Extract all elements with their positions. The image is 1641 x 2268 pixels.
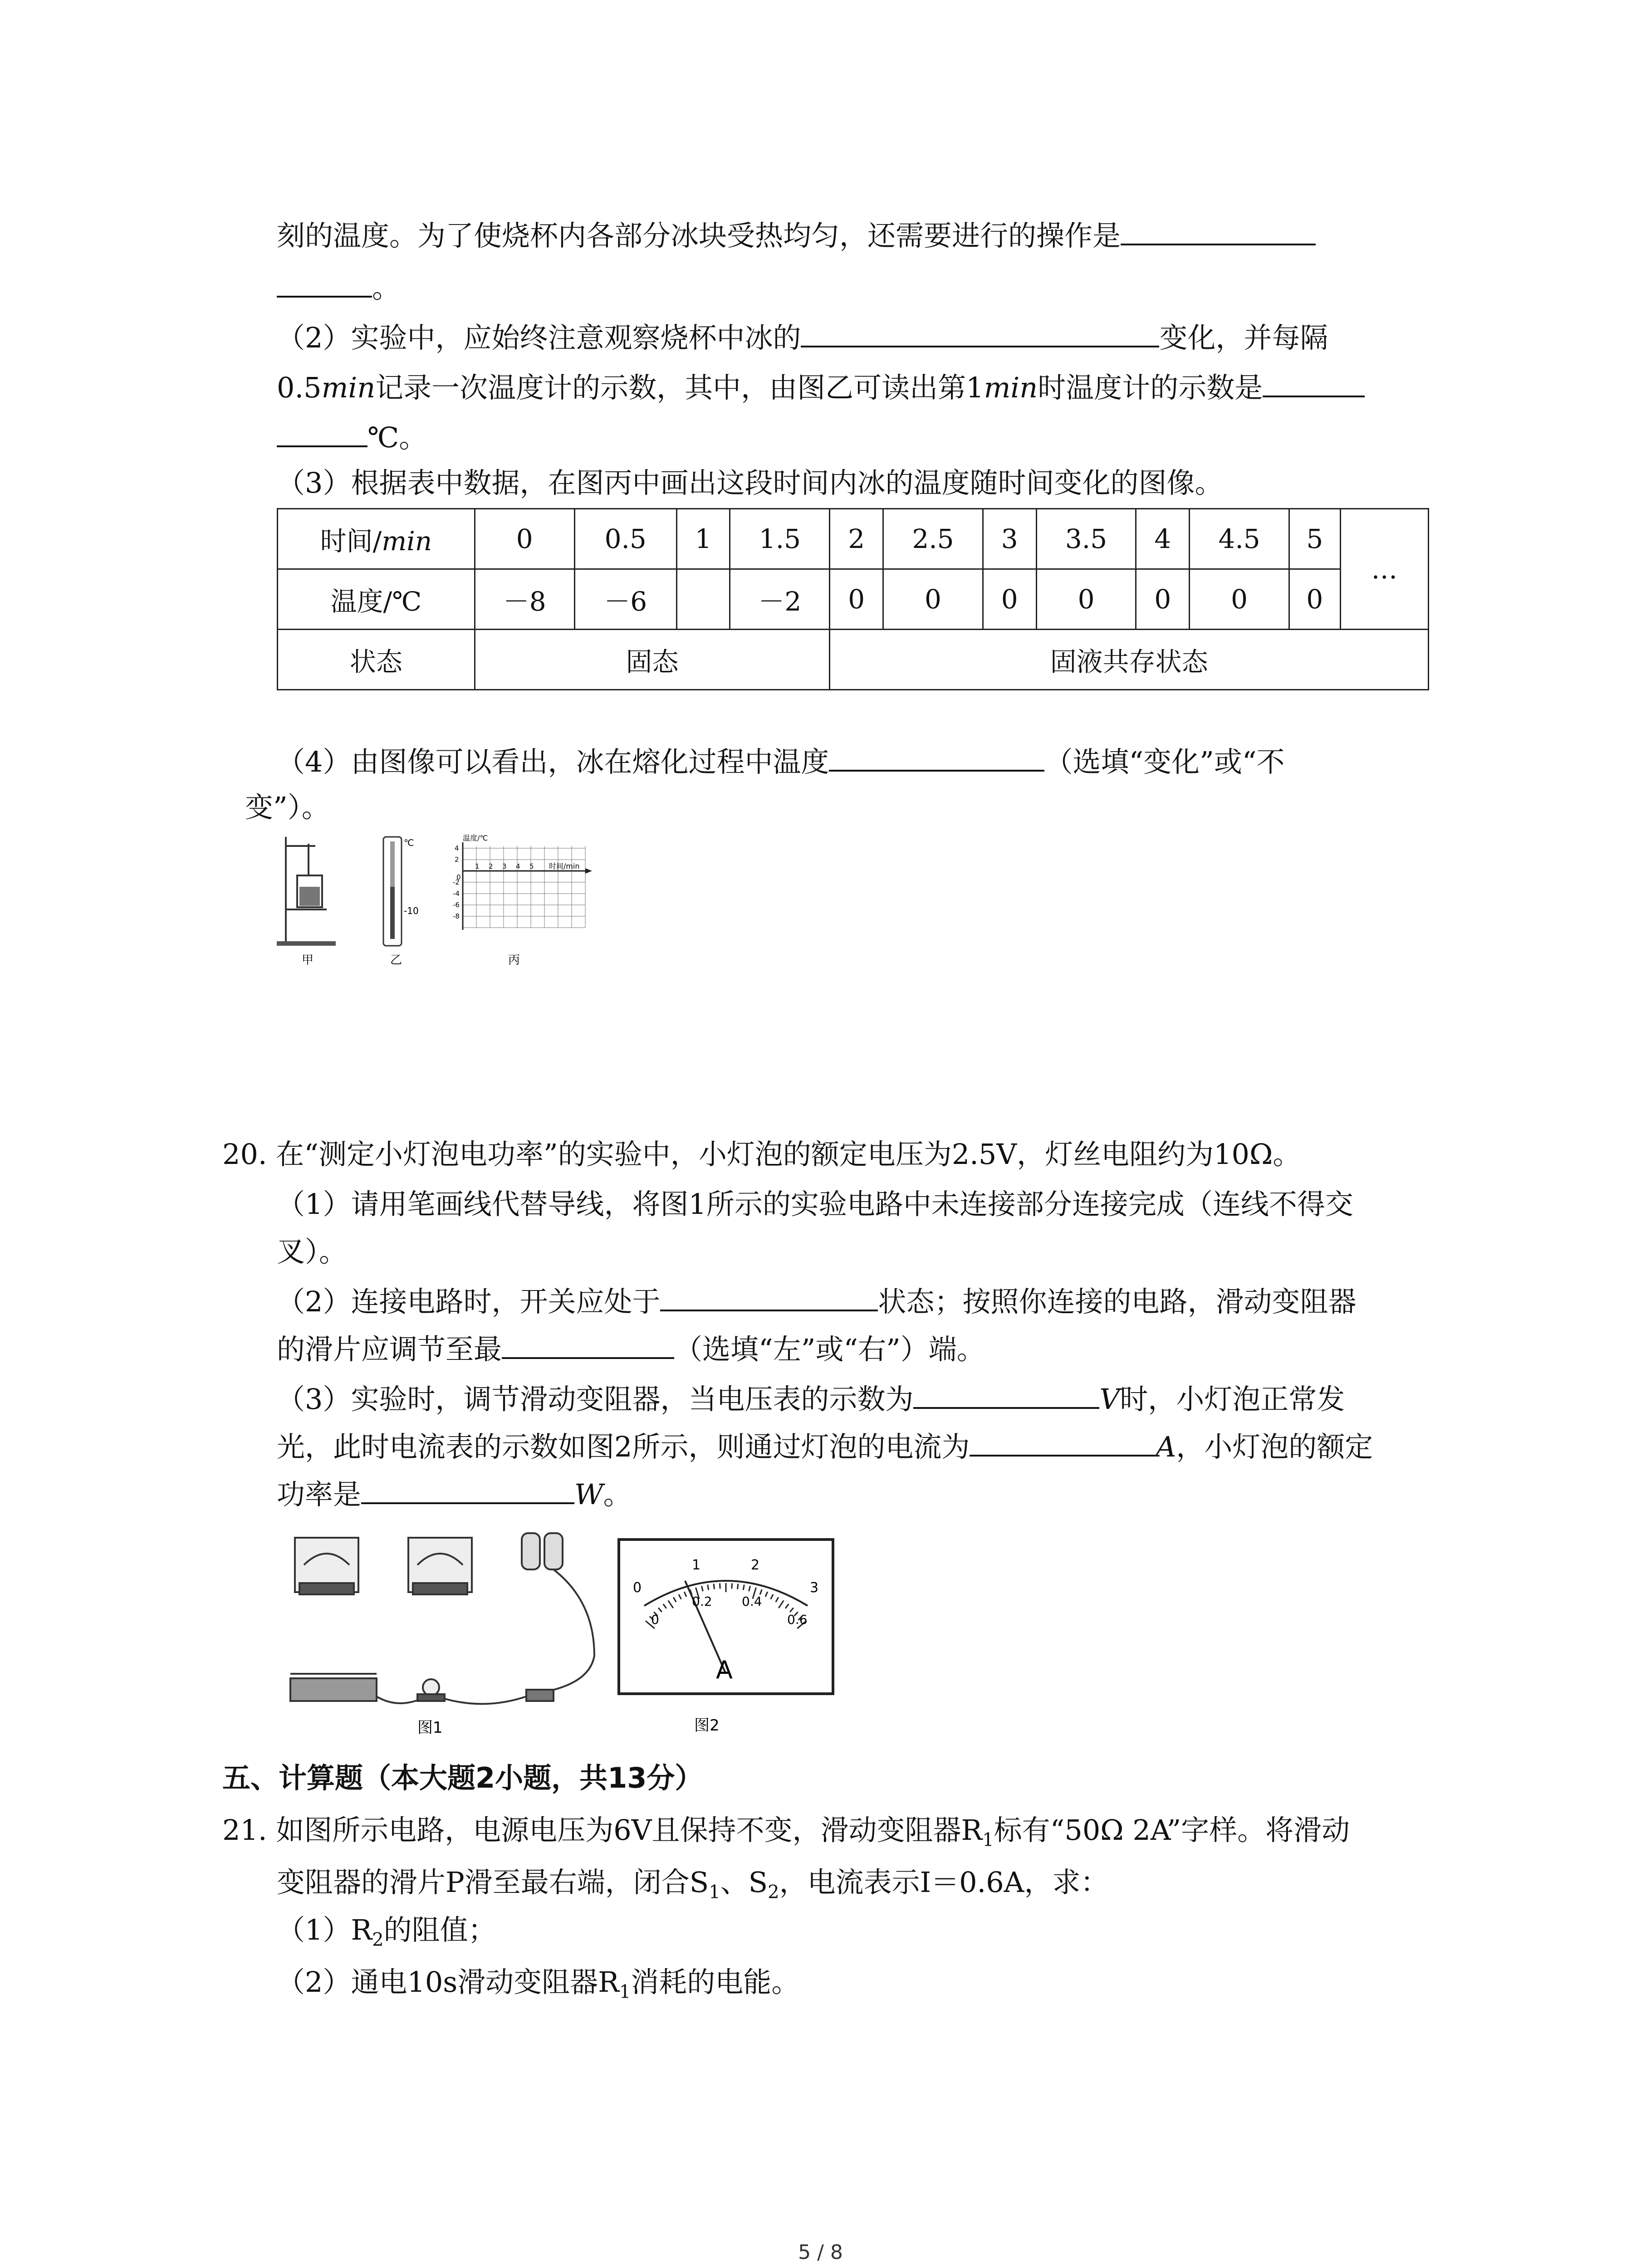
temp-cell: 0 — [1136, 569, 1190, 630]
answer-blank-reading-a[interactable] — [1263, 367, 1365, 397]
temperature-table — [277, 508, 1429, 690]
graph-xtick: 3 — [502, 862, 507, 870]
battery — [544, 1533, 563, 1569]
state-mixed: 固液共存状态 — [830, 630, 1429, 690]
temp-cell: －8 — [475, 569, 574, 630]
answer-blank-reading-b[interactable] — [277, 417, 367, 447]
temperature-header: 温度/℃ — [278, 569, 475, 630]
temp-cell: －6 — [574, 569, 676, 630]
table-row-time — [278, 509, 1429, 569]
time-cell: 2.5 — [883, 509, 983, 569]
answer-blank-voltage[interactable] — [913, 1379, 1099, 1409]
switch — [526, 1690, 554, 1701]
q20-line-2: （1）请用笔画线代替导线，将图1所示的实验电路中未连接部分连接完成（连线不得交 — [277, 1188, 1353, 1221]
graph-xlabel: 时间/min — [549, 862, 580, 870]
ammeter-dial-figure-2 — [617, 1538, 835, 1737]
time-cell: 5 — [1289, 509, 1341, 569]
q21-line-1: 21. 如图所示电路，电源电压为6V且保持不变，滑动变阻器$R_1$标有“50Ω 2A”字样。将滑动 — [222, 1813, 1350, 1851]
q19-part4-line-1: （4）由图像可以看出，冰在熔化过程中温度 （选填“变化”或“不 — [277, 742, 1285, 780]
temp-cell-empty[interactable] — [676, 569, 730, 630]
state-header: 状态 — [278, 630, 475, 690]
answer-blank-current[interactable] — [970, 1427, 1156, 1457]
dial-top-label: 2 — [751, 1557, 760, 1573]
q21-line-4: （2）通电10s滑动变阻器$R_1$消耗的电能。 — [277, 1965, 800, 2003]
q19-part2-line-2: 0.5min记录一次温度计的示数，其中，由图乙可读出第1min时温度计的示数是 — [277, 367, 1365, 406]
answer-blank-operation-b[interactable] — [277, 268, 372, 298]
temp-cell: 0 — [1036, 569, 1136, 630]
temp-cell: 0 — [983, 569, 1036, 630]
graph-bing — [453, 834, 592, 930]
dial-bottom-label: 0.4 — [742, 1594, 762, 1609]
graph-ytick: 4 — [455, 844, 459, 852]
dial-top-label: 0 — [633, 1580, 642, 1596]
table-row-state — [278, 630, 1429, 690]
bulb — [423, 1679, 439, 1696]
time-cell: 1 — [676, 509, 730, 569]
page-number: 5 / 8 — [798, 2241, 843, 2264]
temp-cell: 0 — [830, 569, 883, 630]
time-header: 时间/min — [278, 509, 475, 569]
table-row-temperature — [278, 569, 1429, 630]
graph-ytick: 2 — [455, 855, 459, 864]
graph-xtick: 4 — [516, 862, 520, 870]
time-cell: 4 — [1136, 509, 1190, 569]
dial-top-label: 1 — [692, 1557, 701, 1573]
label-yi: 乙 — [390, 953, 402, 967]
q20-line-5: 的滑片应调节至最 （选填“左”或“右”）端。 — [277, 1329, 985, 1368]
graph-ytick: -4 — [453, 890, 460, 898]
temp-cell: 0 — [1190, 569, 1289, 630]
dial-bottom-label: 0 — [651, 1612, 659, 1627]
dial-bottom-label: 0.6 — [787, 1612, 808, 1627]
q20-line-7: 光，此时电流表的示数如图2所示，则通过灯泡的电流为 A，小灯泡的额定 — [277, 1427, 1373, 1465]
time-cell: 0.5 — [574, 509, 676, 569]
time-cell: 1.5 — [730, 509, 830, 569]
graph-xtick: 1 — [475, 862, 480, 870]
q20-line-8: 功率是 W。 — [277, 1474, 632, 1513]
figure-1-caption: 图1 — [417, 1719, 443, 1737]
label-bing: 丙 — [508, 953, 520, 967]
q19-line-1: 刻的温度。为了使烧杯内各部分冰块受热均匀，还需要进行的操作是 — [277, 215, 1316, 254]
answer-blank-operation-a[interactable] — [1121, 215, 1316, 245]
battery — [522, 1533, 540, 1569]
graph-ytick: -8 — [453, 912, 460, 920]
graph-ytick: -6 — [453, 901, 460, 909]
apparatus-jia — [277, 837, 336, 946]
thermometer-tick: -10 — [404, 905, 419, 916]
q20-line-1: 20. 在“测定小灯泡电功率”的实验中，小灯泡的额定电压为2.5V，灯丝电阻约为10Ω。 — [222, 1138, 1301, 1171]
rheostat — [290, 1678, 377, 1701]
q20-line-3: 叉）。 — [277, 1235, 348, 1268]
graph-xtick: 0 — [456, 873, 461, 881]
thermometer-unit: ℃ — [404, 837, 414, 848]
temp-cell: 0 — [883, 569, 983, 630]
q19-line-2: 。 — [277, 268, 400, 306]
dial-top-label: 3 — [810, 1580, 819, 1596]
section-5-heading: 五、计算题（本大题2小题，共13分） — [222, 1761, 703, 1794]
graph-xtick: 5 — [529, 862, 534, 870]
ellipsis-cell: … — [1340, 509, 1428, 630]
dial-tick — [743, 1585, 744, 1590]
melting-experiment-figure — [272, 832, 626, 968]
q19-part3: （3）根据表中数据，在图丙中画出这段时间内冰的温度随时间变化的图像。 — [277, 466, 1223, 499]
q21-line-2: 变阻器的滑片P滑至最右端，闭合$S_1$、$S_2$，电流表示I＝0.6A，求： — [277, 1866, 1109, 1903]
answer-blank-power[interactable] — [361, 1474, 574, 1504]
q20-line-4: （2）连接电路时，开关应处于 状态；按照你连接的电路，滑动变阻器 — [277, 1281, 1356, 1320]
time-cell: 2 — [830, 509, 883, 569]
state-solid: 固态 — [475, 630, 830, 690]
q20-line-6: （3）实验时，调节滑动变阻器，当电压表的示数为 V时，小灯泡正常发 — [277, 1379, 1345, 1418]
q21-line-3: $(1)R_2$的阻值； — [277, 1913, 496, 1950]
dial-bottom-label: 0.2 — [692, 1594, 712, 1609]
answer-blank-slider-end[interactable] — [502, 1329, 674, 1359]
q19-part4-line-2: 变”）。 — [245, 791, 330, 824]
time-cell: 4.5 — [1190, 509, 1289, 569]
q19-part2-line-3: ℃。 — [277, 417, 427, 456]
circuit-figure-1 — [281, 1529, 608, 1737]
temp-cell: 0 — [1289, 569, 1341, 630]
answer-blank-observe[interactable] — [801, 318, 1159, 347]
graph-xtick: 2 — [489, 862, 493, 870]
label-jia: 甲 — [302, 953, 314, 967]
time-cell: 0 — [475, 509, 574, 569]
graph-ylabel: 温度/℃ — [463, 834, 488, 842]
time-cell: 3.5 — [1036, 509, 1136, 569]
time-cell: 3 — [983, 509, 1036, 569]
dial-tick — [708, 1585, 709, 1590]
answer-blank-temperature[interactable] — [829, 742, 1044, 772]
dial-unit: A — [716, 1656, 733, 1684]
q19-part2-line-1: （2）实验中，应始终注意观察烧杯中冰的 变化，并每隔 — [277, 318, 1328, 356]
temp-cell: －2 — [730, 569, 830, 630]
answer-blank-switch-state[interactable] — [660, 1281, 878, 1311]
thermometer-yi — [383, 837, 402, 946]
graph-ytick: -2 — [453, 878, 460, 886]
figure-2-caption: 图2 — [694, 1716, 720, 1735]
